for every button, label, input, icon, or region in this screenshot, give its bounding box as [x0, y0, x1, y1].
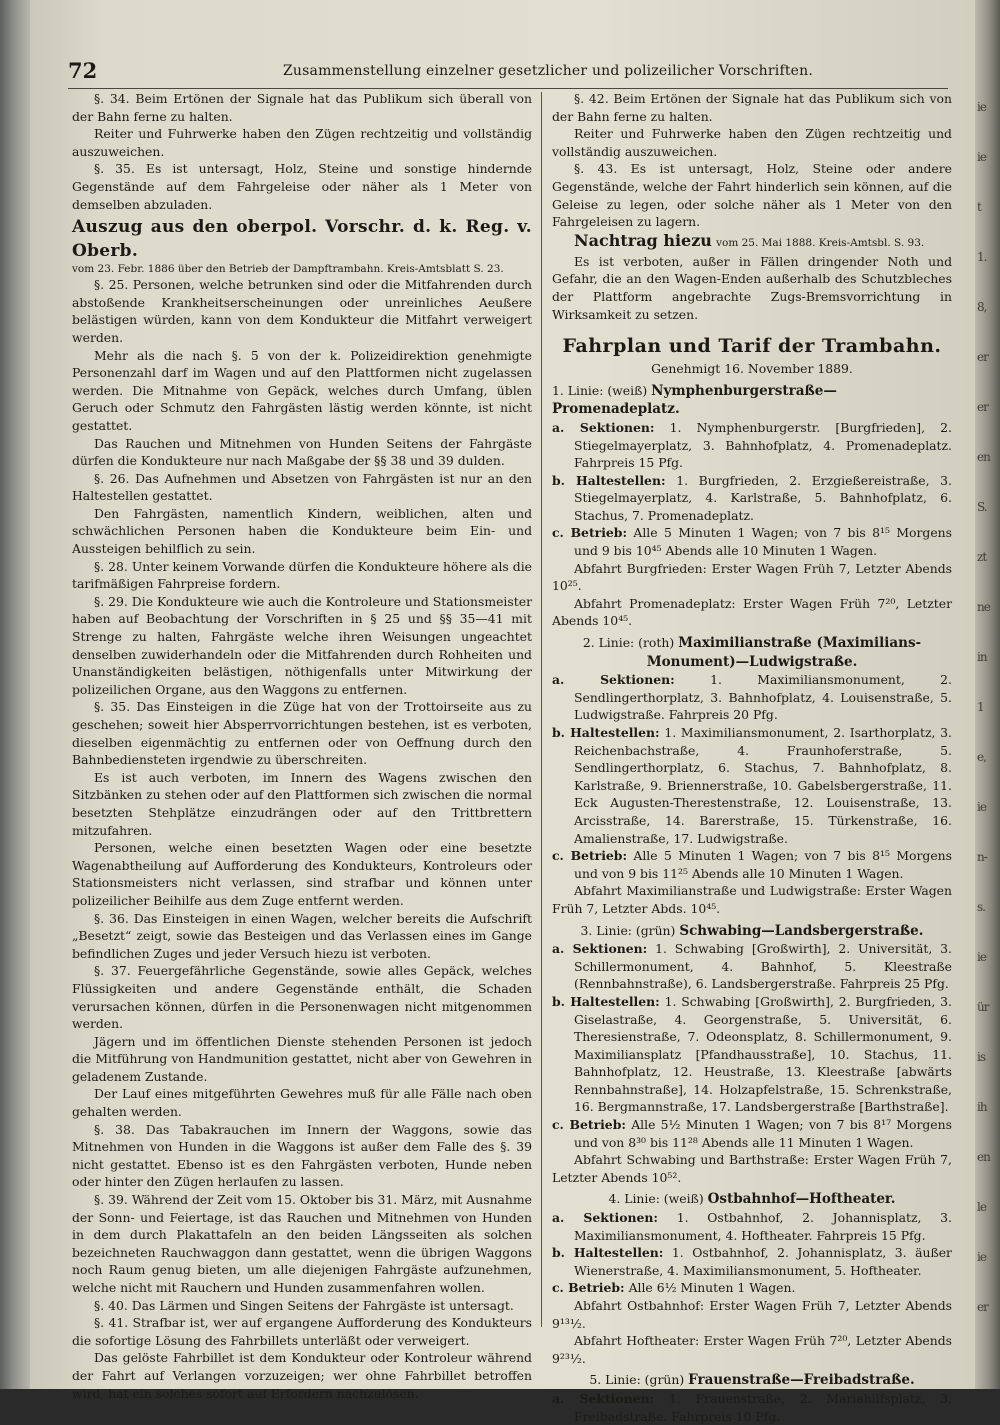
paragraph: Mehr als die nach §. 5 von der k. Polizeidirektion genehmigte Personenzahl darf im Wagen und auf den Plattformen nicht zugelassen werden. Die Mitnahme von Gepäck, welches durch Umfang, üblen Geruch oder Schmutz den Fahrgästen lästig werden könnte, ist nicht gestattet. — [72, 347, 532, 433]
nachtrag-subtitle: vom 25. Mai 1888. Kreis-Amtsbl. S. 93. — [716, 236, 925, 249]
edge-fragment: e, — [977, 750, 986, 764]
line-name: Frauenstraße—Freibadstraße. — [688, 1372, 915, 1389]
departure-line: Abfahrt Promenadeplatz: Erster Wagen Früh 7²⁰, Letzter Abends 10⁴⁵. — [552, 595, 952, 629]
paragraph: Das Rauchen und Mitnehmen von Hunden Seitens der Fahrgäste dürfen die Kondukteure nur nach Maßgabe der §§ 38 und 39 dulden. — [72, 435, 532, 469]
paragraph: §. 29. Die Kondukteure wie auch die Kontroleure und Stationsmeister haben auf Beobachtung der Vorschriften in § 25 und §§ 35—41 mit Strenge zu halten, Fahrgäste welche ihren Weisungen ungeachtet denselben zuwiderhandeln oder die Mitfahrenden durch Rohheiten und Unanständigkeiten belästigen, nöthigenfalls unter Mitwirkung der polizeilichen Organe, aus den Waggons zu entfernen. — [72, 593, 532, 697]
paragraph: Reiter und Fuhrwerke haben den Zügen rechtzeitig und vollständig auszuweichen. — [72, 126, 532, 159]
timetable-title: Fahrplan und Tarif der Trambahn. — [562, 335, 942, 358]
line-prefix: 5. Linie: (grün) — [589, 1372, 685, 1388]
item-label: a. Sektionen: — [552, 419, 655, 435]
page-number: 72 — [68, 58, 98, 83]
item-text: 1. Schwabing [Großwirth], 2. Burgfrieden, 3. Giselastraße, 4. Georgenstraße, 5. Universität, 6. Theresienstraße, 7. Odeonsplatz, 8. Schillermonument, 9. Maximiliansplatz [Pfandhausstraße], 10. Stachus, 11. Bahnhofplatz, 12. Heustraße, 13. Kleestraße [abwärts Rennbahnstraße], 14. Holzapfelstraße, 15. Schrenkstraße, 16. Bergmannstraße, 17. Landsbergerstraße [Barthstraße]. — [574, 993, 952, 1115]
column-divider — [541, 92, 542, 1327]
departure-line: Abfahrt Hoftheater: Erster Wagen Früh 7²⁰, Letzter Abends 9²³½. — [552, 1333, 952, 1366]
approval-date: Genehmigt 16. November 1889. — [651, 361, 853, 377]
departure-line: Abfahrt Schwabing und Barthstraße: Erster Wagen Früh 7, Letzter Abends 10⁵². — [552, 1152, 952, 1185]
item-label: b. Haltestellen: — [552, 1245, 664, 1261]
edge-fragment: ür — [977, 1000, 989, 1014]
item-text: 1. Ostbahnhof, 2. Johannisplatz, 3. äußer Wienerstraße, 4. Maximiliansmonument, 5. Hoftheater. — [574, 1245, 952, 1278]
item-text: Alle 5½ Minuten 1 Wagen; von 7 bis 8¹⁷ Morgens und von 8³⁰ bis 11²⁸ Abends alle 11 Minuten 1 Wagen. — [574, 1117, 952, 1150]
line-item — [552, 993, 952, 1116]
paragraph: §. 43. Es ist untersagt, Holz, Steine oder andere Gegenstände, welche der Fahrt hinderlich sein können, auf die Geleise zu legen, oder solche näher als 1 Meter von den Fahrgeleisen zu lagern. — [552, 161, 952, 230]
edge-fragment: s. — [977, 900, 985, 914]
line-heading — [552, 922, 952, 941]
item-text: Alle 5 Minuten 1 Wagen; von 7 bis 8¹⁵ Morgens und von 9 bis 11²⁵ Abends alle 10 Minuten 1 Wagen. — [574, 848, 952, 881]
edge-fragment: n- — [977, 850, 987, 864]
item-label: a. Sektionen: — [552, 672, 675, 688]
line-item — [552, 724, 952, 847]
line-name: Nymphenburgerstraße—Promenadeplatz. — [552, 382, 837, 418]
left-column — [72, 90, 532, 1401]
line-heading — [552, 1371, 952, 1390]
item-text: 1. Schwabing [Großwirth], 2. Universität, 3. Schillermonument, 4. Bahnhof, 5. Kleestraße (Rennbahnstraße), 6. Landsbergerstraße. Fahrpreis 25 Pfg. — [574, 941, 952, 992]
paragraph: Reiter und Fuhrwerke haben den Zügen rechtzeitig und vollständig auszuweichen. — [552, 126, 952, 159]
item-label: a. Sektionen: — [552, 941, 648, 957]
item-label: a. Sektionen: — [552, 1390, 655, 1406]
paragraph: §. 37. Feuergefährliche Gegenstände, sowie alles Gepäck, welches Flüssigkeiten und andere Gegenstände enthält, die Schaden verursachen können, dürfen in die Personenwagen nicht mitgenommen werden. — [72, 963, 532, 1032]
paragraph: Der Lauf eines mitgeführten Gewehres muß für alle Fälle nach oben gehalten werden. — [72, 1086, 532, 1120]
line-name: Schwabing—Landsbergerstraße. — [679, 922, 924, 939]
paragraph: Es ist auch verboten, im Innern des Wagens zwischen den Sitzbänken zu stehen oder auf den Plattformen sich zwischen die normal besetzten Stehplätze einzudrängen oder auf den Trittbrettern mitzufahren. — [72, 769, 532, 838]
line-item — [552, 524, 952, 559]
paragraph: §. 35. Es ist untersagt, Holz, Steine und sonstige hindernde Gegenstände auf dem Fahrgeleise oder näher als 1 Meter von demselben abzuladen. — [72, 161, 532, 212]
section-subheading: vom 23. Febr. 1886 über den Betrieb der Dampftrambahn. Kreis-Amtsblatt S. 23. — [72, 263, 504, 276]
edge-fragment: in — [977, 650, 987, 664]
edge-fragment: 8, — [977, 300, 987, 314]
line-item — [552, 1244, 952, 1279]
line-name: Ostbahnhof—Hoftheater. — [707, 1191, 896, 1208]
paragraph: §. 40. Das Lärmen und Singen Seitens der Fahrgäste ist untersagt. — [94, 1297, 514, 1313]
item-label: c. Betrieb: — [552, 848, 628, 864]
line-heading — [552, 1190, 952, 1209]
edge-fragment: ih — [977, 1100, 987, 1114]
nachtrag-title: Nachtrag hiezu — [574, 230, 712, 250]
edge-fragment: zt — [977, 550, 987, 564]
edge-fragment: is — [977, 1050, 985, 1064]
line-prefix: 1. Linie: (weiß) — [552, 382, 648, 398]
item-text: 1. Maximiliansmonument, 2. Isarthorplatz, 3. Reichenbachstraße, 4. Fraunhoferstraße, 5. Sendlingerthorplatz, 6. Stachus, 7. Bahnhofplatz, 8. Karlstraße, 9. Briennerstraße, 10. Gabelsbergerstraße, 11. Eck Augusten-Therestenstraße, 12. Louisenstraße, 13. Arcisstraße, 14. Barerstraße, 15. Türkenstraße, 16. Amalienstraße, 17. Ludwigstraße. — [574, 725, 952, 846]
edge-fragment: er — [977, 1300, 988, 1314]
line-name: Maximilianstraße (Maximilians-Monument)—Ludwigstraße. — [646, 635, 922, 670]
line-item — [552, 1279, 952, 1297]
page-header — [68, 58, 948, 82]
item-label: b. Haltestellen: — [552, 472, 666, 488]
item-text: 1. Ostbahnhof, 2. Johannisplatz, 3. Maximiliansmonument, 4. Hoftheater. Fahrpreis 15 Pfg. — [574, 1210, 952, 1243]
paragraph: §. 42. Beim Ertönen der Signale hat das Publikum sich von der Bahn ferne zu halten. — [552, 91, 952, 124]
paragraph: §. 38. Das Tabakrauchen im Innern der Waggons, sowie das Mitnehmen von Hunden in die Waggons ist außer dem Falle des §. 39 nicht gestattet. Ebenso ist es den Fahrgästen verboten, Hunde neben oder hinter den Zügen herlaufen zu lassen. — [72, 1121, 532, 1190]
item-label: a. Sektionen: — [552, 1210, 658, 1226]
item-label: c. Betrieb: — [552, 1280, 625, 1296]
line-item — [552, 419, 952, 472]
edge-fragment: ie — [977, 1250, 986, 1264]
line-item — [552, 1209, 952, 1244]
edge-fragment: 1. — [977, 250, 987, 264]
running-title: Zusammenstellung einzelner gesetzlicher und polizeilicher Vorschriften. — [283, 63, 814, 79]
edge-fragment: S. — [977, 500, 987, 514]
item-text: 1. Burgfrieden, 2. Erzgießereistraße, 3. Stiegelmayerplatz, 4. Karlstraße, 5. Bahnhofplatz, 6. Stachus, 7. Promenadeplatz. — [574, 472, 952, 523]
paragraph: §. 36. Das Einsteigen in einen Wagen, welcher bereits die Aufschrift „Besetzt“ zeigt, sowie das Besteigen und das Verlassen eines im Gange befindlichen Zuges und jeder Versuch hiezu ist verboten. — [72, 910, 532, 961]
line-item — [552, 1390, 952, 1425]
line-prefix: 2. Linie: (roth) — [582, 635, 675, 651]
item-label: b. Haltestellen: — [552, 993, 660, 1009]
line-item — [552, 847, 952, 882]
edge-fragment: ie — [977, 800, 986, 814]
paragraph: Den Fahrgästen, namentlich Kindern, weiblichen, alten und schwächlichen Personen haben die Kondukteure beim Ein- und Aussteigen behilflich zu sein. — [72, 505, 532, 557]
adjacent-page-edge — [975, 0, 1000, 1389]
paragraph: Es ist verboten, außer in Fällen dringender Noth und Gefahr, die an den Wagen-Enden außerhalb des Schutzbleches der Plattform angebrachte Zugs-Bremsvorrichtung in Wirksamkeit zu setzen. — [552, 253, 952, 322]
departure-line: Abfahrt Ostbahnhof: Erster Wagen Früh 7, Letzter Abends 9¹³½. — [552, 1298, 952, 1331]
item-text: 1. Frauenstraße, 2. Mariahilfsplatz, 3. Freibadstraße. Fahrpreis 10 Pfg. — [574, 1390, 952, 1424]
section-heading: Auszug aus den oberpol. Vorschr. d. k. Reg. v. Oberb. — [72, 217, 532, 262]
item-label: c. Betrieb: — [552, 1117, 626, 1133]
edge-fragment: ne — [977, 600, 990, 614]
line-heading — [552, 634, 952, 671]
paragraph: §. 34. Beim Ertönen der Signale hat das Publikum sich überall von der Bahn ferne zu halten. — [72, 91, 532, 124]
line-heading — [552, 382, 952, 419]
paragraph: Jägern und im öffentlichen Dienste stehenden Personen ist jedoch die Mitführung von Handmunition gestattet, nicht aber von Gewehren in geladenem Zustande. — [72, 1033, 532, 1084]
departure-line: Abfahrt Maximilianstraße und Ludwigstraße: Erster Wagen Früh 7, Letzter Abds. 10⁴⁵. — [552, 883, 952, 916]
edge-fragment: t — [977, 200, 981, 214]
edge-fragment: ie — [977, 950, 986, 964]
departure-line: Abfahrt Burgfrieden: Erster Wagen Früh 7, Letzter Abends 10²⁵. — [552, 560, 952, 594]
edge-fragment: er — [977, 400, 988, 414]
edge-fragment: en — [977, 1150, 990, 1164]
item-text: 1. Nymphenburgerstr. [Burgfrieden], 2. Stiegelmayerplatz, 3. Bahnhofplatz, 4. Promenadeplatz. Fahrpreis 15 Pfg. — [574, 419, 952, 471]
paragraph: §. 26. Das Aufnehmen und Absetzen von Fahrgästen ist nur an den Haltestellen gestattet. — [72, 470, 532, 504]
book-binding — [0, 0, 30, 1389]
line-prefix: 3. Linie: (grün) — [580, 922, 676, 938]
line-item — [552, 940, 952, 993]
edge-fragment: 1 — [977, 700, 984, 714]
paragraph: §. 35. Das Einsteigen in die Züge hat von der Trottoirseite aus zu geschehen; soweit hier Absperrvorrichtungen bestehen, ist es verboten, dieselben eigenmächtig zu entfernen oder von Oeffnung durch den Bahnbediensteten irgendwie zu überschreiten. — [72, 699, 532, 768]
paragraph: §. 28. Unter keinem Vorwande dürfen die Kondukteure höhere als die tarifmäßigen Fahrpreise fordern. — [72, 558, 532, 592]
paragraph: Das gelöste Fahrbillet ist dem Kondukteur oder Kontroleur während der Fahrt auf Verlangen vorzuzeigen; wer ohne Fahrbillet betroffen wird, hat ein solches sofort auf Erfordern nachzulösen. — [72, 1350, 532, 1401]
item-label: b. Haltestellen: — [552, 725, 660, 740]
paragraph: Personen, welche einen besetzten Wagen oder eine besetzte Wagenabtheilung auf Aufforderung des Kondukteurs, Kontroleurs oder Stationsmeisters nicht verlassen, sind strafbar und können unter polizeilicher Beihilfe aus dem Zuge entfernt werden. — [72, 840, 532, 908]
edge-fragment: en — [977, 450, 990, 464]
item-text: Alle 5 Minuten 1 Wagen; von 7 bis 8¹⁵ Morgens und 9 bis 10⁴⁵ Abends alle 10 Minuten 1 Wagen. — [574, 525, 952, 559]
right-column — [552, 90, 952, 1424]
header-rule — [68, 88, 948, 89]
line-item — [552, 671, 952, 724]
item-label: c. Betrieb: — [552, 525, 628, 541]
line-item — [552, 1116, 952, 1151]
edge-fragment: er — [977, 350, 988, 364]
nachtrag-heading — [552, 231, 952, 253]
paragraph: §. 39. Während der Zeit vom 15. Oktober bis 31. März, mit Ausnahme der Sonn- und Feiertage, ist das Rauchen und Mitnehmen von Hunden in dem durch Plakattafeln an den beiden Längsseiten als solchen bezeichneten Rauchwaggon dann gestattet, wenn die übrigen Waggons noch Raum genug bieten, um alle diejenigen Fahrgäste aufzunehmen, welche nicht mit Rauchern und Hunden zusammenfahren wollen. — [72, 1192, 532, 1295]
edge-fragment: ie — [977, 150, 986, 164]
line-prefix: 4. Linie: (weiß) — [608, 1191, 704, 1207]
edge-fragment: le — [977, 1200, 986, 1214]
paragraph: §. 41. Strafbar ist, wer auf ergangene Aufforderung des Kondukteurs die sofortige Lösung des Fahrbillets unterläßt oder verweigert. — [72, 1315, 532, 1348]
edge-fragment: ie — [977, 100, 986, 114]
item-text: Alle 6½ Minuten 1 Wagen. — [628, 1280, 796, 1296]
line-item — [552, 472, 952, 525]
item-text: 1. Maximiliansmonument, 2. Sendlingerthorplatz, 3. Bahnhofplatz, 4. Louisenstraße, 5. Ludwigstraße. Fahrpreis 20 Pfg. — [574, 672, 952, 723]
paragraph: §. 25. Personen, welche betrunken sind oder die Mitfahrenden durch abstoßende Krankheitserscheinungen oder unreinliches Aeußere belästigen würden, kann von dem Kondukteur die Mitfahrt verweigert werden. — [72, 277, 532, 345]
